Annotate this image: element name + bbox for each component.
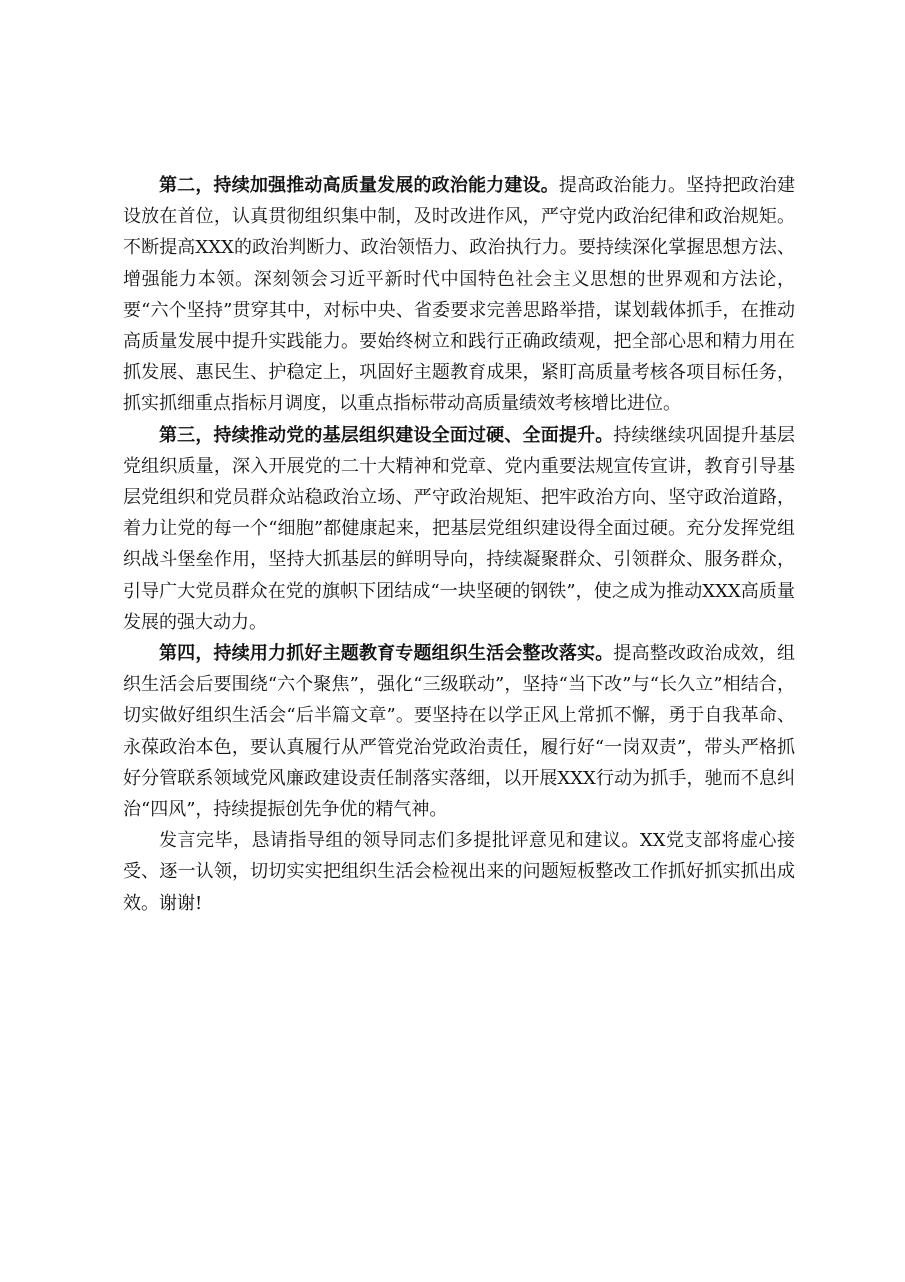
paragraph-heading: 第四，持续用力抓好主题教育专题组织生活会整改落实。	[159, 643, 614, 665]
paragraph-heading: 第三，持续推动党的基层组织建设全面过硬、全面提升。	[159, 424, 614, 446]
paragraph-text: 发言完毕，恳请指导组的领导同志们多提批评意见和建议。XX党支部将虚心接受、逐一认领，切切实实把组织生活会检视出来的问题短板整改工作抓好抓实抓出成效。谢谢!	[123, 830, 795, 914]
paragraph-second-point	[123, 170, 795, 420]
paragraph-text: 提高整改政治成效，组织生活会后要围绕“六个聚焦”，强化“三级联动”，坚持“当下改”与“长久立”相结合，切实做好组织生活会“后半篇文章”。要坚持在以学正风上常抓不懈，勇于自我革命、永葆政治本色，要认真履行从严管党治党政治责任，履行好“一岗双责”，带头严格抓好分管联系领域党风廉政建设责任制落实落细，以开展XXX行动为抓手，驰而不息纠治“四风”，持续提振创先争优的精气神。	[123, 643, 796, 821]
paragraph-text: 提高政治能力。坚持把政治建设放在首位，认真贯彻组织集中制，及时改进作风，严守党内政治纪律和政治规矩。不断提高XXX的政治判断力、政治领悟力、政治执行力。要持续深化掌握思想方法、增强能力本领。深刻领会习近平新时代中国特色社会主义思想的世界观和方法论，要“六个坚持”贯穿其中，对标中央、省委要求完善思路举措，谋划载体抓手，在推动高质量发展中提升实践能力。要始终树立和践行正确政绩观，把全部心思和精力用在抓发展、惠民生、护稳定上，巩固好主题教育成果，紧盯高质量考核各项目标任务，抓实抓细重点指标月调度，以重点指标带动高质量绩效考核增比进位。	[123, 175, 796, 415]
document-body	[123, 170, 795, 919]
paragraph-third-point	[123, 420, 795, 638]
paragraph-heading: 第二，持续加强推动高质量发展的政治能力建设。	[159, 175, 559, 196]
paragraph-fourth-point	[123, 638, 795, 825]
paragraph-text: 持续继续巩固提升基层党组织质量，深入开展党的二十大精神和党章、党内重要法规宣传宣讲，教育引导基层党组织和党员群众站稳政治立场、严守政治规矩、把牢政治方向、坚守政治道路，着力让党的每一个“细胞”都健康起来，把基层党组织建设得全面过硬。充分发挥党组织战斗堡垒作用，坚持大抓基层的鲜明导向，持续凝聚群众、引领群众、服务群众，引导广大党员群众在党的旗帜下团结成“一块坚硬的钢铁”，使之成为推动XXX高质量发展的强大动力。	[123, 424, 796, 633]
paragraph-closing	[123, 825, 795, 919]
